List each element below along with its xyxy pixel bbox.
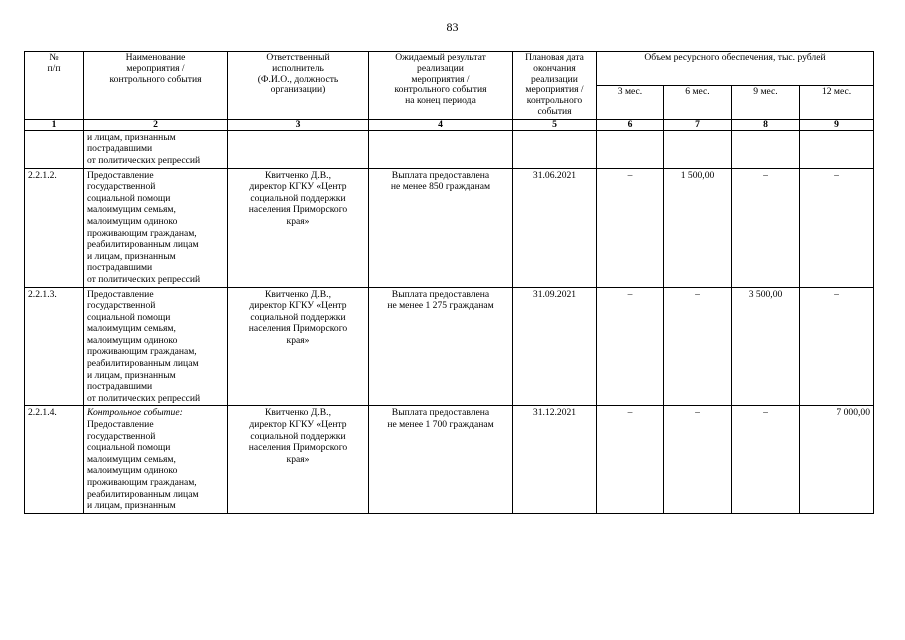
- column-number: 9: [800, 119, 874, 130]
- row-expected-result: Выплата предоставлена не менее 1 700 гражданам: [369, 406, 513, 513]
- row-name: [84, 406, 228, 513]
- row-name-text: Предоставление государственной социальной помощи малоимущим семьям, малоимущим одиноко проживающим гражданам, реабилитированным лицам и лицам, признанным пострадавшими от политических репрессий: [87, 169, 201, 285]
- table-row: [25, 168, 874, 287]
- row-12-months: –: [800, 168, 874, 287]
- row-num: 2.2.1.3.: [25, 287, 84, 406]
- row-num: [25, 130, 84, 168]
- row-name-text: Предоставление государственной социальной помощи малоимущим семьям, малоимущим одиноко проживающим гражданам, реабилитированным лицам и лицам, признанным: [87, 419, 199, 512]
- row-responsible: [228, 130, 369, 168]
- table-row: [25, 130, 874, 168]
- row-12-months: [800, 130, 874, 168]
- column-number: 1: [25, 119, 84, 130]
- row-num: 2.2.1.2.: [25, 168, 84, 287]
- row-responsible: Квитченко Д.В., директор КГКУ «Центр социальной поддержки населения Приморского края»: [228, 287, 369, 406]
- page-number: 83: [446, 20, 459, 34]
- row-name: [84, 287, 228, 406]
- row-name: [84, 130, 228, 168]
- header-planned-date: Плановая дата окончания реализации мероприятия / контрольного события: [513, 52, 597, 120]
- column-number: 8: [732, 119, 800, 130]
- row-12-months: 7 000,00: [800, 406, 874, 513]
- row-expected-result: Выплата предоставлена не менее 1 275 гражданам: [369, 287, 513, 406]
- row-9-months: –: [732, 168, 800, 287]
- column-number-row: [25, 119, 874, 130]
- row-expected-result: Выплата предоставлена не менее 850 гражданам: [369, 168, 513, 287]
- row-planned-date: 31.12.2021: [513, 406, 597, 513]
- row-planned-date: 31.06.2021: [513, 168, 597, 287]
- table-row: [25, 406, 874, 513]
- header-resources: Объем ресурсного обеспечения, тыс. рублей: [597, 52, 874, 86]
- row-responsible: Квитченко Д.В., директор КГКУ «Центр социальной поддержки населения Приморского края»: [228, 406, 369, 513]
- column-number: 4: [369, 119, 513, 130]
- header-num: № п/п: [25, 52, 84, 120]
- column-number: 3: [228, 119, 369, 130]
- table-header: [25, 52, 874, 131]
- row-9-months: 3 500,00: [732, 287, 800, 406]
- control-event-label: Контрольное событие:: [87, 407, 183, 419]
- row-6-months: –: [664, 406, 732, 513]
- row-6-months: 1 500,00: [664, 168, 732, 287]
- header-3-months: 3 мес.: [597, 85, 664, 119]
- row-responsible: Квитченко Д.В., директор КГКУ «Центр социальной поддержки населения Приморского края»: [228, 168, 369, 287]
- row-planned-date: 31.09.2021: [513, 287, 597, 406]
- row-9-months: [732, 130, 800, 168]
- header-expected-result: Ожидаемый результат реализации мероприятия / контрольного события на конец периода: [369, 52, 513, 120]
- column-number: 6: [597, 119, 664, 130]
- table-row: [25, 287, 874, 406]
- row-6-months: –: [664, 287, 732, 406]
- row-3-months: –: [597, 406, 664, 513]
- header-6-months: 6 мес.: [664, 85, 732, 119]
- row-9-months: –: [732, 406, 800, 513]
- column-number: 2: [84, 119, 228, 130]
- row-3-months: –: [597, 168, 664, 287]
- column-number: 5: [513, 119, 597, 130]
- column-number: 7: [664, 119, 732, 130]
- row-name: [84, 168, 228, 287]
- header-12-months: 12 мес.: [800, 85, 874, 119]
- row-3-months: –: [597, 287, 664, 406]
- row-expected-result: [369, 130, 513, 168]
- row-12-months: –: [800, 287, 874, 406]
- row-name-text: и лицам, признанным пострадавшими от политических репрессий: [87, 131, 201, 166]
- action-plan-table: [24, 51, 874, 514]
- header-name: Наименование мероприятия / контрольного события: [84, 52, 228, 120]
- row-num: 2.2.1.4.: [25, 406, 84, 513]
- row-name-text: Предоставление государственной социальной помощи малоимущим семьям, малоимущим одиноко проживающим гражданам, реабилитированным лицам и лицам, признанным пострадавшими от политических репрессий: [87, 288, 201, 404]
- table-body: [25, 130, 874, 513]
- row-planned-date: [513, 130, 597, 168]
- header-responsible: Ответственный исполнитель (Ф.И.О., должность организации): [228, 52, 369, 120]
- row-3-months: [597, 130, 664, 168]
- row-6-months: [664, 130, 732, 168]
- header-9-months: 9 мес.: [732, 85, 800, 119]
